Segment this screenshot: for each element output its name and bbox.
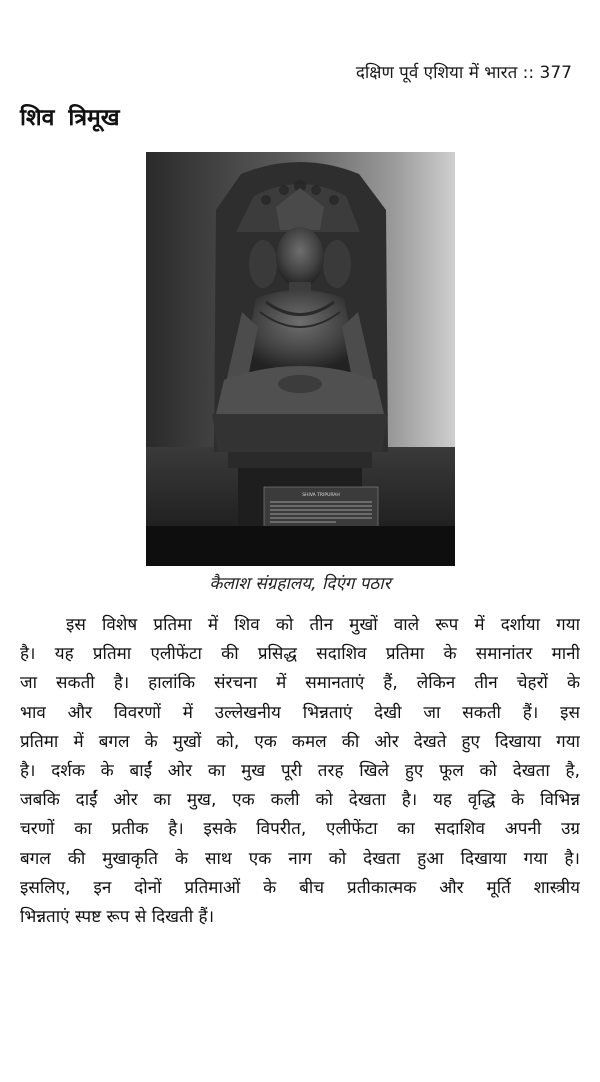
figure-caption: कैलाश संग्रहालय, दिएंग पठार xyxy=(209,574,391,594)
plaque-title: SHIVA TRIPURAH xyxy=(302,493,340,498)
paragraph-line: भाव और विवरणों में उल्लेखनीय भिन्नताएं देखी जा सकती हैं। इस xyxy=(20,702,580,723)
paragraph-line: है। दर्शक के बाईं ओर का मुख पूरी तरह खिले हुए फूल को देखता है, xyxy=(20,761,580,782)
paragraph-line: भिन्नताएं स्पष्ट रूप से दिखती हैं। xyxy=(20,907,215,928)
paragraph-line: इसलिए, इन दोनों प्रतिमाओं के बीच प्रतीकात्मक और मूर्ति शास्त्रीय xyxy=(20,877,580,898)
paragraph-line: बगल की मुखाकृति के साथ एक नाग को देखता हुआ दिखाया गया है। xyxy=(20,848,580,869)
paragraph-line: चरणों का प्रतीक है। इसके विपरीत, एलीफेंटा का सदाशिव अपनी उग्र xyxy=(20,819,580,840)
paragraph-line: जा सकती है। हालांकि संरचना में समानताएं हैं, लेकिन तीन चेहरों के xyxy=(20,673,580,694)
body-paragraph xyxy=(20,611,580,932)
paragraph-line: इस विशेष प्रतिमा में शिव को तीन मुखों वाले रूप में दर्शाया गया xyxy=(66,615,580,635)
paragraph-line: प्रतिमा में बगल के मुखों को, एक कमल की ओर देखते हुए दिखाया गया xyxy=(20,731,580,752)
sculpture-photo xyxy=(146,152,455,566)
paragraph-line: है। यह प्रतिमा एलीफेंटा की प्रसिद्ध सदाशिव प्रतिमा के समानांतर मानी xyxy=(20,644,580,665)
section-title: शिव त्रिमूख xyxy=(20,105,120,131)
running-header: दक्षिण पूर्व एशिया में भारत :: 377 xyxy=(355,63,572,83)
paragraph-line: जबकि दाईं ओर का मुख, एक कली को देखता है। यह वृद्धि के विभिन्न xyxy=(20,790,580,811)
